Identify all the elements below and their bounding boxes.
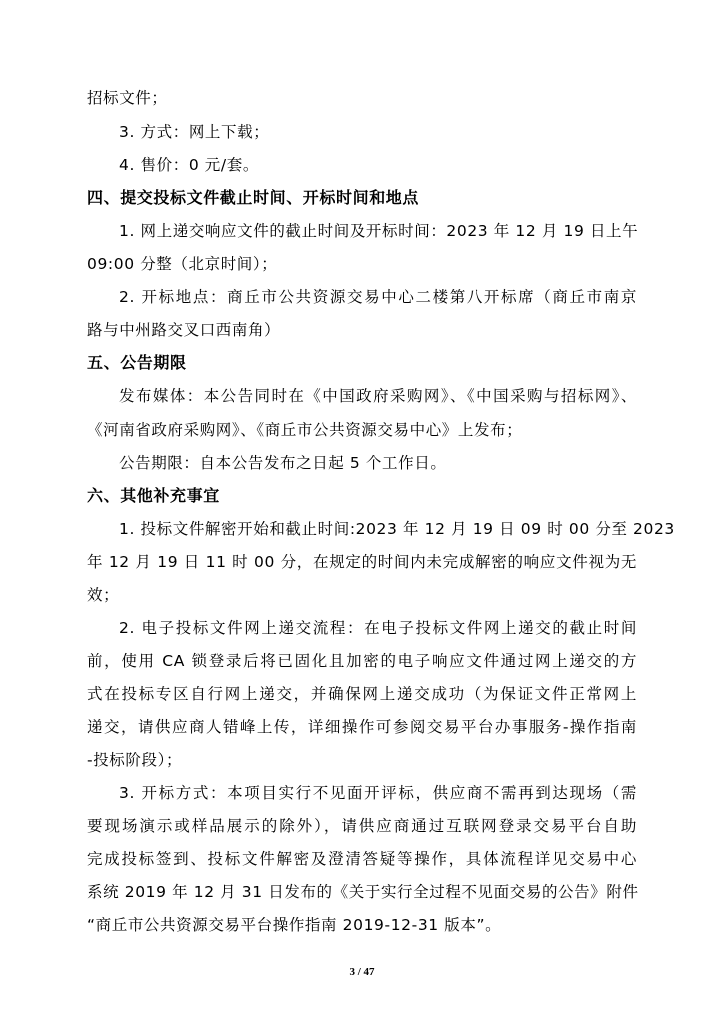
page-number: 3 / 47 <box>349 966 375 978</box>
text-line: 4. 售价：0 元/套。 <box>119 156 259 174</box>
text-line: 2. 开标地点：商丘市公共资源交易中心二楼第八开标席（商丘市南京 <box>119 288 637 306</box>
text-line: 路与中州路交叉口西南角） <box>87 321 281 339</box>
text-line: 前，使用 CA 锁登录后将已固化且加密的电子响应文件通过网上递交的方 <box>87 652 637 670</box>
text-line: 年 12 月 19 日 11 时 00 分，在规定的时间内未完成解密的响应文件视为无 <box>87 553 637 571</box>
text-line: 完成投标签到、投标文件解密及澄清答疑等操作，具体流程详见交易中心 <box>87 850 637 868</box>
text-line: 《河南省政府采购网》、《商丘市公共资源交易中心》上发布； <box>87 421 523 439</box>
section-heading-6: 六、其他补充事宜 <box>87 486 220 505</box>
text-line: “商丘市公共资源交易平台操作指南 2019-12-31 版本”。 <box>87 916 502 934</box>
text-line: 递交，请供应商人错峰上传，详细操作可参阅交易平台办事服务-操作指南 <box>87 718 637 736</box>
text-line: 1. 网上递交响应文件的截止时间及开标时间：2023 年 12 月 19 日上午 <box>119 222 639 240</box>
text-line: 效； <box>87 586 120 604</box>
text-line: 发布媒体：本公告同时在《中国政府采购网》、《中国采购与招标网》、 <box>119 387 637 405</box>
text-line: 招标文件； <box>87 89 168 107</box>
text-line: 2. 电子投标文件网上递交流程：在电子投标文件网上递交的截止时间 <box>119 619 637 637</box>
text-line: 要现场演示或样品展示的除外），请供应商通过互联网登录交易平台自助 <box>87 817 637 835</box>
section-heading-5: 五、公告期限 <box>87 353 187 372</box>
text-line: 09:00 分整（北京时间）； <box>87 255 278 273</box>
text-line: 式在投标专区自行网上递交，并确保网上递交成功（为保证文件正常网上 <box>87 685 637 703</box>
text-line: 3. 开标方式：本项目实行不见面开评标，供应商不需再到达现场（需 <box>119 784 637 802</box>
text-line: 系统 2019 年 12 月 31 日发布的《关于实行全过程不见面交易的公告》附件 <box>87 883 639 901</box>
text-line: 3. 方式：网上下载； <box>119 123 270 141</box>
text-line: -投标阶段）； <box>87 751 183 769</box>
text-line: 公告期限：自本公告发布之日起 5 个工作日。 <box>119 454 447 472</box>
section-heading-4: 四、提交投标文件截止时间、开标时间和地点 <box>87 188 420 207</box>
text-line: 1. 投标文件解密开始和截止时间:2023 年 12 月 19 日 09 时 00 分至 2023 <box>119 520 675 538</box>
